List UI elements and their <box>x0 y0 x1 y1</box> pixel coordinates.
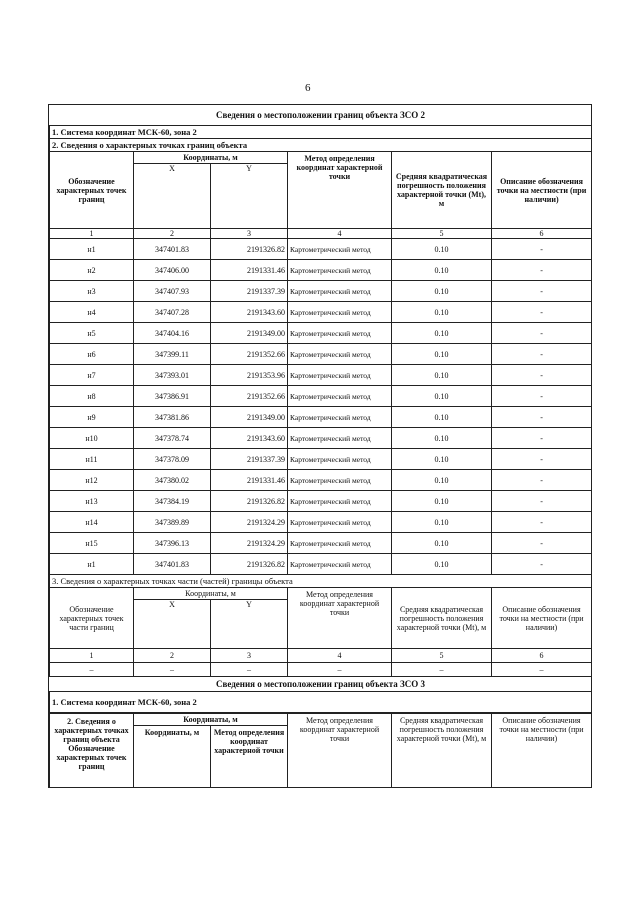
method-cell: Картометрический метод <box>288 512 392 533</box>
table-row <box>50 344 592 365</box>
y-coordinate-cell: 2191352.66 <box>211 344 288 365</box>
description-cell: - <box>492 281 592 302</box>
x-coordinate-cell: 347401.83 <box>134 239 211 260</box>
description-cell: - <box>492 344 592 365</box>
accuracy-cell: 0.10 <box>392 302 492 323</box>
x-coordinate-cell: 347401.83 <box>134 554 211 575</box>
description-cell: - <box>492 407 592 428</box>
table-row <box>50 365 592 386</box>
point-cell: н3 <box>50 281 134 302</box>
zso3-coordinate-system: 1. Система координат МСК-60, зона 2 <box>50 692 592 713</box>
y-coordinate-cell: 2191326.82 <box>211 239 288 260</box>
document-body <box>48 104 592 788</box>
y-coordinate-cell: 2191331.46 <box>211 260 288 281</box>
point-cell: н7 <box>50 365 134 386</box>
col-number: 6 <box>492 229 592 239</box>
table-row <box>50 470 592 491</box>
table-row <box>50 239 592 260</box>
page-number: 6 <box>305 82 311 94</box>
description-cell: - <box>492 386 592 407</box>
zso3-title: Сведения о местоположении границ объекта ЗСО 3 <box>50 677 592 692</box>
table-row <box>50 428 592 449</box>
accuracy-cell: 0.10 <box>392 533 492 554</box>
header-x: X <box>134 164 211 229</box>
point-cell: н10 <box>50 428 134 449</box>
point-cell: н6 <box>50 344 134 365</box>
method-cell: Картометрический метод <box>288 323 392 344</box>
method-cell: Картометрический метод <box>288 239 392 260</box>
accuracy-cell: 0.10 <box>392 281 492 302</box>
x-coordinate-cell: 347393.01 <box>134 365 211 386</box>
method-cell: Картометрический метод <box>288 554 392 575</box>
header-point: Обозначение характерных точек границ <box>50 152 134 229</box>
y-coordinate-cell: 2191326.82 <box>211 491 288 512</box>
empty-cell: – <box>211 663 288 677</box>
col-number: 1 <box>50 229 134 239</box>
parts-header-description: Описание обозначения точки на местности (при наличии) <box>492 588 592 649</box>
accuracy-cell: 0.10 <box>392 407 492 428</box>
point-cell: н11 <box>50 449 134 470</box>
zso2-coordinate-system: 1. Система координат МСК-60, зона 2 <box>50 126 592 139</box>
description-cell: - <box>492 302 592 323</box>
point-cell: н4 <box>50 302 134 323</box>
accuracy-cell: 0.10 <box>392 260 492 281</box>
y-coordinate-cell: 2191326.82 <box>211 554 288 575</box>
y-coordinate-cell: 2191343.60 <box>211 302 288 323</box>
table-row <box>50 449 592 470</box>
point-cell: н12 <box>50 470 134 491</box>
accuracy-cell: 0.10 <box>392 491 492 512</box>
accuracy-cell: 0.10 <box>392 470 492 491</box>
zso2-title: Сведения о местоположении границ объекта ЗСО 2 <box>50 105 592 126</box>
table-row <box>50 281 592 302</box>
description-cell: - <box>492 428 592 449</box>
point-cell: н15 <box>50 533 134 554</box>
parts-header-accuracy: Средняя квадратическая погрешность положения характерной точки (Мt), м <box>392 588 492 649</box>
empty-cell: – <box>392 663 492 677</box>
parts-header-method: Метод определения координат характерной точки <box>288 588 392 649</box>
table-row <box>50 302 592 323</box>
table-row <box>50 260 592 281</box>
col-number: 3 <box>211 649 288 663</box>
zso2-rows <box>50 239 592 575</box>
parts-header-coords: Координаты, м <box>134 588 288 600</box>
accuracy-cell: 0.10 <box>392 512 492 533</box>
table-row <box>50 512 592 533</box>
method-cell: Картометрический метод <box>288 344 392 365</box>
x-coordinate-cell: 347380.02 <box>134 470 211 491</box>
method-cell: Картометрический метод <box>288 281 392 302</box>
y-coordinate-cell: 2191337.39 <box>211 281 288 302</box>
description-cell: - <box>492 512 592 533</box>
method-cell: Картометрический метод <box>288 428 392 449</box>
x-coordinate-cell: 347406.00 <box>134 260 211 281</box>
point-cell: н1 <box>50 239 134 260</box>
description-cell: - <box>492 449 592 470</box>
method-cell: Картометрический метод <box>288 260 392 281</box>
description-cell: - <box>492 323 592 344</box>
col-number: 5 <box>392 229 492 239</box>
col-number: 4 <box>288 649 392 663</box>
point-cell: н14 <box>50 512 134 533</box>
x-coordinate-cell: 347384.19 <box>134 491 211 512</box>
accuracy-cell: 0.10 <box>392 344 492 365</box>
point-cell: н13 <box>50 491 134 512</box>
x-coordinate-cell: 347378.74 <box>134 428 211 449</box>
zso2-parts-subtitle: 3. Сведения о характерных точках части (частей) границы объекта <box>50 575 592 588</box>
x-coordinate-cell: 347399.11 <box>134 344 211 365</box>
header-accuracy: Средняя квадратическая погрешность положения характерной точки (Мt), м <box>392 152 492 229</box>
zso3-header-point: 2. Сведения о характерных точках границ объекта Обозначение характерных точек границ <box>50 714 134 788</box>
accuracy-cell: 0.10 <box>392 365 492 386</box>
method-cell: Картометрический метод <box>288 302 392 323</box>
table-row <box>50 554 592 575</box>
x-coordinate-cell: 347407.93 <box>134 281 211 302</box>
method-cell: Картометрический метод <box>288 533 392 554</box>
x-coordinate-cell: 347396.13 <box>134 533 211 554</box>
x-coordinate-cell: 347389.89 <box>134 512 211 533</box>
col-number: 2 <box>134 229 211 239</box>
header-y: Y <box>211 164 288 229</box>
col-number: 6 <box>492 649 592 663</box>
table-row <box>50 323 592 344</box>
y-coordinate-cell: 2191343.60 <box>211 428 288 449</box>
accuracy-cell: 0.10 <box>392 239 492 260</box>
point-cell: н5 <box>50 323 134 344</box>
method-cell: Картометрический метод <box>288 386 392 407</box>
y-coordinate-cell: 2191349.00 <box>211 323 288 344</box>
table-row <box>50 533 592 554</box>
point-cell: н9 <box>50 407 134 428</box>
point-cell: н2 <box>50 260 134 281</box>
table-row <box>50 407 592 428</box>
col-number: 4 <box>288 229 392 239</box>
zso3-table <box>49 713 592 788</box>
description-cell: - <box>492 533 592 554</box>
description-cell: - <box>492 554 592 575</box>
description-cell: - <box>492 239 592 260</box>
empty-cell: – <box>288 663 392 677</box>
description-cell: - <box>492 470 592 491</box>
point-cell: н8 <box>50 386 134 407</box>
empty-cell: – <box>134 663 211 677</box>
accuracy-cell: 0.10 <box>392 386 492 407</box>
x-coordinate-cell: 347378.09 <box>134 449 211 470</box>
col-number: 2 <box>134 649 211 663</box>
col-number: 3 <box>211 229 288 239</box>
parts-header-x: X <box>134 600 211 649</box>
y-coordinate-cell: 2191324.29 <box>211 512 288 533</box>
header-coords: Координаты, м <box>134 152 288 164</box>
col-number: 1 <box>50 649 134 663</box>
zso3-header-accuracy: Средняя квадратическая погрешность положения характерной точки (Мt), м <box>392 714 492 788</box>
col-number: 5 <box>392 649 492 663</box>
method-cell: Картометрический метод <box>288 365 392 386</box>
method-cell: Картометрический метод <box>288 407 392 428</box>
accuracy-cell: 0.10 <box>392 428 492 449</box>
table-row <box>50 386 592 407</box>
zso2-main-table <box>49 105 592 713</box>
accuracy-cell: 0.10 <box>392 449 492 470</box>
x-coordinate-cell: 347407.28 <box>134 302 211 323</box>
header-method: Метод определения координат характерной точки <box>288 152 392 229</box>
parts-header-y: Y <box>211 600 288 649</box>
parts-empty-row <box>50 663 592 677</box>
y-coordinate-cell: 2191324.29 <box>211 533 288 554</box>
column-numbers-row <box>50 229 592 239</box>
accuracy-cell: 0.10 <box>392 554 492 575</box>
table-row <box>50 491 592 512</box>
description-cell: - <box>492 491 592 512</box>
parts-header-point: Обозначение характерных точек части границ <box>50 588 134 649</box>
x-coordinate-cell: 347404.16 <box>134 323 211 344</box>
empty-cell: – <box>492 663 592 677</box>
description-cell: - <box>492 365 592 386</box>
y-coordinate-cell: 2191337.39 <box>211 449 288 470</box>
zso3-subheader-method: Метод определения координат характерной точки <box>211 726 288 788</box>
method-cell: Картометрический метод <box>288 491 392 512</box>
y-coordinate-cell: 2191352.66 <box>211 386 288 407</box>
y-coordinate-cell: 2191353.96 <box>211 365 288 386</box>
point-cell: н1 <box>50 554 134 575</box>
x-coordinate-cell: 347381.86 <box>134 407 211 428</box>
zso2-points-subtitle: 2. Сведения о характерных точках границ объекта <box>50 139 592 152</box>
x-coordinate-cell: 347386.91 <box>134 386 211 407</box>
parts-column-numbers-row <box>50 649 592 663</box>
description-cell: - <box>492 260 592 281</box>
zso3-header-description: Описание обозначения точки на местности (при наличии) <box>492 714 592 788</box>
y-coordinate-cell: 2191349.00 <box>211 407 288 428</box>
zso3-subheader-coords: Координаты, м <box>134 726 211 788</box>
zso3-header-coords: Координаты, м <box>134 714 288 726</box>
accuracy-cell: 0.10 <box>392 323 492 344</box>
method-cell: Картометрический метод <box>288 449 392 470</box>
method-cell: Картометрический метод <box>288 470 392 491</box>
y-coordinate-cell: 2191331.46 <box>211 470 288 491</box>
empty-cell: – <box>50 663 134 677</box>
zso3-header-method: Метод определения координат характерной точки <box>288 714 392 788</box>
header-description: Описание обозначения точки на местности (при наличии) <box>492 152 592 229</box>
